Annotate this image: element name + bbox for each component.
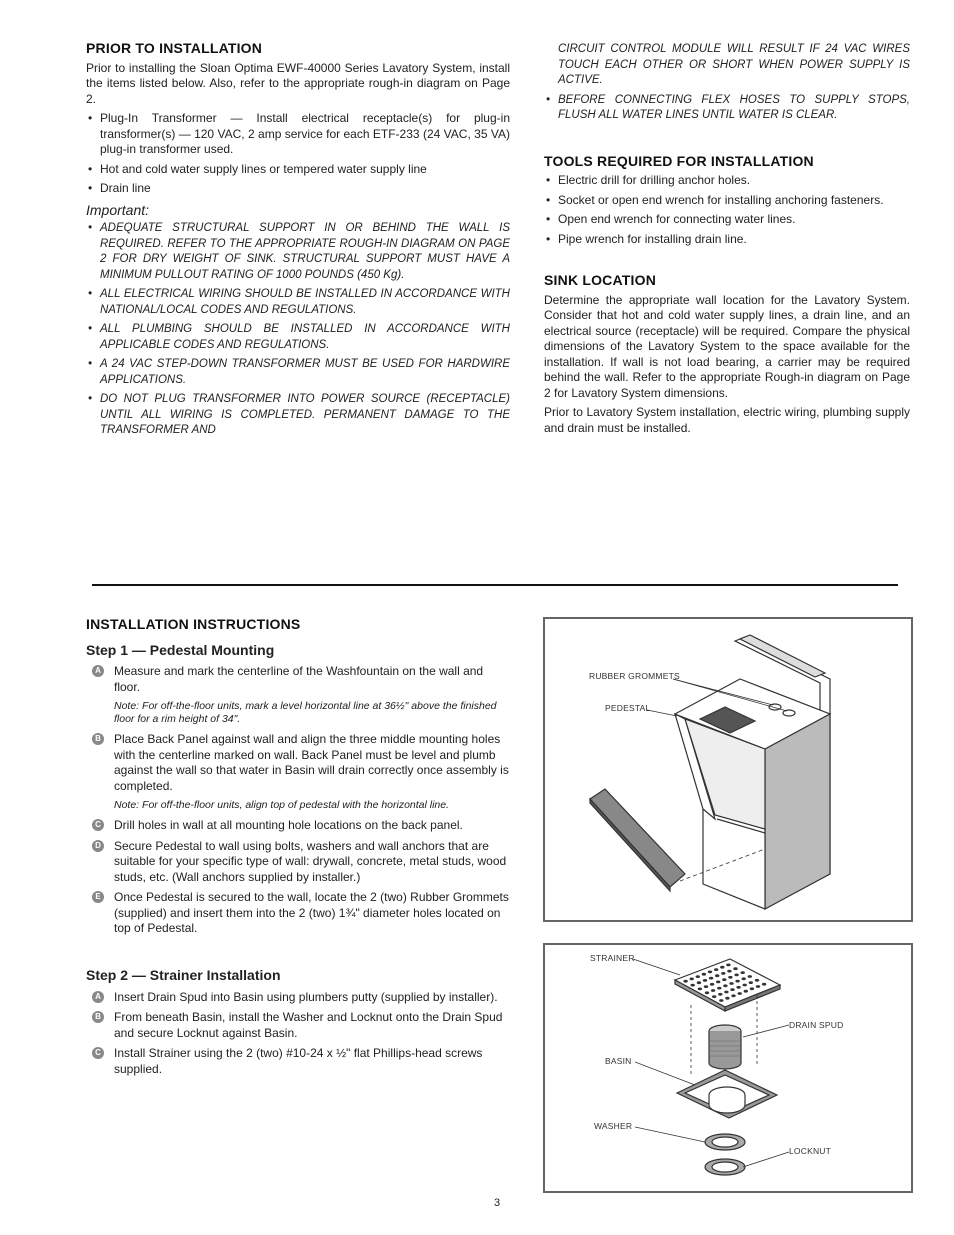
step2-section xyxy=(86,958,510,1082)
letter-e-icon: E xyxy=(92,891,104,903)
strainer-hole xyxy=(698,988,702,991)
strainer-hole xyxy=(735,980,739,983)
list-item: • Socket or open end wrench for installing anchoring fasteners. xyxy=(544,193,910,209)
install-heading: INSTALLATION INSTRUCTIONS xyxy=(86,616,301,632)
strainer-hole xyxy=(749,981,753,984)
strainer-hole xyxy=(702,973,706,976)
list-item: • ADEQUATE STRUCTURAL SUPPORT IN OR BEHIND THE WALL IS REQUIRED. REFER TO THE APPROPRIATE ROUGH-IN DIAGRAM ON PAGE 2 FOR DRY WEIGHT OF SINK. STRUCTURAL SUPPORT MUST HAVE A MINIMUM PULLOUT RATING OF 1000 POUNDS (450 Kg). xyxy=(86,221,510,283)
list-item-text: — Install electrical receptacle(s) for plug-in transformer(s) — 120 VAC, 2 amp service for each ETF-233 (24 VAC, 35 VA) plug-in transformer used. xyxy=(100,111,510,156)
letter-a-icon: A xyxy=(92,665,104,677)
washer-label: WASHER xyxy=(594,1121,633,1131)
letter-a-icon: A xyxy=(92,991,104,1003)
continued-text: CIRCUIT CONTROL MODULE WILL RESULT IF 24 VAC WIRES TOUCH EACH OTHER OR SHORT WHEN POWER SUPPLY IS ACTIVE. xyxy=(558,43,910,86)
list-item: • Open end wrench for connecting water lines. xyxy=(544,212,910,228)
strainer-hole xyxy=(718,993,722,996)
list-item: • Pipe wrench for installing drain line. xyxy=(544,232,910,248)
drain-spud-label: DRAIN SPUD xyxy=(789,1020,844,1030)
strainer-hole xyxy=(733,967,737,970)
strainer-hole xyxy=(722,978,726,981)
list-item xyxy=(86,111,510,158)
pedestal-figure xyxy=(543,617,913,922)
strainer-hole xyxy=(730,988,734,991)
strainer-hole xyxy=(703,979,707,982)
prior-intro: Prior to installing the Sloan Optima EWF-40000 Series Lavatory System, install the items listed below. Also, refer to the appropriate rough-in diagram on Page 2. xyxy=(86,60,510,106)
sink-heading: SINK LOCATION xyxy=(544,272,657,288)
step1-item-e xyxy=(86,890,510,937)
step-text: Secure Pedestal to wall using bolts, washers and wall anchors that are suitable for your specific type of wall: drywall, concrete, metal studs, wood studs, etc. (Wall anchors supplied by installer.) xyxy=(114,838,507,884)
strainer-hole xyxy=(756,985,760,988)
strainer-figure xyxy=(543,943,913,1193)
strainer-hole xyxy=(743,984,747,987)
strainer-hole xyxy=(709,977,713,980)
list-item: • DO NOT PLUG TRANSFORMER INTO POWER SOURCE (RECEPTACLE) UNTIL ALL WIRING IS COMPLETED. PERMANENT DAMAGE TO THE TRANSFORMER AND xyxy=(86,392,510,439)
strainer-hole xyxy=(683,980,687,983)
section-divider xyxy=(92,584,898,586)
step1-item-d xyxy=(86,839,510,886)
note-text: For off-the-floor units, mark a level horizontal line at 36½" above the finished floor for a rim height of 34". xyxy=(114,700,497,725)
letter-b-icon: B xyxy=(92,1011,104,1023)
list-item: • Electric drill for drilling anchor holes. xyxy=(544,173,910,189)
strainer-hole xyxy=(726,964,730,967)
important-label: Important: xyxy=(86,201,150,218)
step-text: From beneath Basin, install the Washer and Locknut onto the Drain Spud and secure Locknut against Basin. xyxy=(114,1010,503,1040)
pedestal-illustration xyxy=(545,619,911,920)
strainer-label: STRAINER xyxy=(590,953,635,963)
strainer-hole xyxy=(748,975,752,978)
step1-note-a xyxy=(86,700,510,726)
sink-paragraph-2: Prior to Lavatory System installation, electric wiring, plumbing supply and drain must be installed. xyxy=(544,405,910,435)
note-label: Note: xyxy=(114,700,140,712)
step1-item-c xyxy=(86,818,510,834)
strainer-hole xyxy=(729,982,733,985)
step1-note-b xyxy=(86,799,510,812)
strainer-hole xyxy=(712,995,716,998)
strainer-hole xyxy=(723,984,727,987)
strainer-hole xyxy=(721,972,725,975)
strainer-hole xyxy=(742,977,746,980)
right-column xyxy=(544,42,910,440)
basin-label: BASIN xyxy=(605,1056,632,1066)
pedestal-label: PEDESTAL xyxy=(605,703,651,713)
strainer-hole xyxy=(728,976,732,979)
strainer-hole xyxy=(720,966,724,969)
important-list xyxy=(86,221,510,439)
strainer-hole xyxy=(708,971,712,974)
list-item: • A 24 VAC STEP-DOWN TRANSFORMER MUST BE USED FOR HARDWIRE APPLICATIONS. xyxy=(86,357,510,388)
step2-item-b xyxy=(86,1010,510,1041)
strainer-hole xyxy=(741,971,745,974)
strainer-hole xyxy=(710,983,714,986)
list-item: • Drain line xyxy=(86,181,510,197)
step2-item-a xyxy=(86,990,510,1006)
strainer-hole xyxy=(762,983,766,986)
prior-list xyxy=(86,111,510,197)
plug-in-lead: Plug-In Transformer xyxy=(100,111,217,125)
strainer-hole xyxy=(715,974,719,977)
strainer-hole xyxy=(725,997,729,1000)
strainer-hole xyxy=(750,987,754,990)
strainer-hole xyxy=(755,979,759,982)
strainer-hole xyxy=(716,981,720,984)
strainer-hole xyxy=(697,981,701,984)
strainer-hole xyxy=(704,985,708,988)
step-text: Install Strainer using the 2 (two) #10-24 x ½" flat Phillips-head screws supplied. xyxy=(114,1046,483,1076)
prior-heading: PRIOR TO INSTALLATION xyxy=(86,40,263,56)
strainer-hole xyxy=(711,989,715,992)
flush-list xyxy=(544,93,910,124)
step1-item-a xyxy=(86,664,510,695)
list-item: • ALL ELECTRICAL WIRING SHOULD BE INSTALLED IN ACCORDANCE WITH NATIONAL/LOCAL CODES AND REGULATIONS. xyxy=(86,287,510,318)
tools-heading: TOOLS REQUIRED FOR INSTALLATION xyxy=(544,152,814,169)
list-item: • BEFORE CONNECTING FLEX HOSES TO SUPPLY STOPS, FLUSH ALL WATER LINES UNTIL WATER IS CLEAR. xyxy=(544,93,910,124)
strainer-hole xyxy=(717,987,721,990)
strainer-hole xyxy=(744,990,748,993)
strainer-hole xyxy=(690,978,694,981)
strainer-hole xyxy=(691,984,695,987)
step1-item-b xyxy=(86,732,510,794)
step-text: Drill holes in wall at all mounting hole locations on the back panel. xyxy=(114,818,463,832)
letter-c-icon: C xyxy=(92,1047,104,1059)
letter-b-icon: B xyxy=(92,733,104,745)
strainer-hole xyxy=(727,970,731,973)
step2-item-c xyxy=(86,1046,510,1077)
list-item: • Hot and cold water supply lines or tempered water supply line xyxy=(86,162,510,178)
letter-d-icon: D xyxy=(92,840,104,852)
strainer-illustration xyxy=(545,945,911,1191)
locknut-label: LOCKNUT xyxy=(789,1146,832,1156)
strainer-hole xyxy=(714,968,718,971)
strainer-hole xyxy=(731,994,735,997)
letter-c-icon: C xyxy=(92,819,104,831)
note-text: For off-the-floor units, align top of pedestal with the horizontal line. xyxy=(139,799,450,811)
step2-title: Step 2 — Strainer Installation xyxy=(86,967,281,983)
step-text: Once Pedestal is secured to the wall, locate the 2 (two) Rubber Grommets (supplied) and insert them into the 2 (two) 1¾" diameter holes located on top of Pedestal. xyxy=(114,890,509,935)
install-section xyxy=(86,617,510,942)
step-text: Measure and mark the centerline of the Washfountain on the wall and floor. xyxy=(114,664,484,694)
list-item: • ALL PLUMBING SHOULD BE INSTALLED IN ACCORDANCE WITH APPLICABLE CODES AND REGULATIONS. xyxy=(86,322,510,353)
page-number: 3 xyxy=(494,1197,501,1209)
sink-paragraph-1: Determine the appropriate wall location for the Lavatory System. Consider that hot and cold water supply lines, a drain line, and an electrical source (receptacle) will be required. Compare the physical dimensions of the Lavatory System to the space available for the installation. If wall is not load bearing, a carrier may be required behind the wall. Refer to the appropriate Rough-in diagram on Page 2 for Lavatory System dimensions. xyxy=(544,292,910,400)
strainer-hole xyxy=(724,991,728,994)
tools-list xyxy=(544,173,910,247)
strainer-hole xyxy=(738,992,742,995)
step1-title: Step 1 — Pedestal Mounting xyxy=(86,641,275,658)
strainer-hole xyxy=(696,975,700,978)
strainer-hole xyxy=(719,999,723,1002)
step-text: Insert Drain Spud into Basin using plumbers putty (supplied by installer). xyxy=(114,989,498,1004)
strainer-hole xyxy=(705,991,709,994)
rubber-grommets-label: RUBBER GROMMETS xyxy=(589,671,680,681)
note-label: Note: xyxy=(114,799,140,811)
prior-section xyxy=(86,41,510,443)
strainer-hole xyxy=(736,986,740,989)
strainer-hole xyxy=(734,974,738,977)
step-text: Place Back Panel against wall and align the three middle mounting holes with the centerline marked on wall. Back Panel must be level and plumb against the wall so that water in Basin will drain correctly once assembly is completed. xyxy=(114,732,509,793)
